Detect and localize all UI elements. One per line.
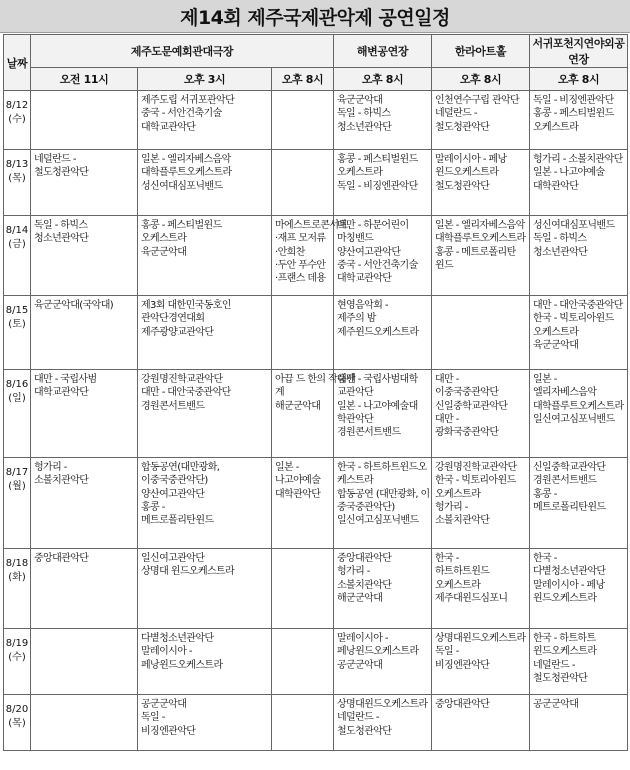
performance-line: 육군군악대 xyxy=(533,339,579,351)
date-cell xyxy=(4,370,31,458)
date-cell xyxy=(4,91,31,150)
date-cell xyxy=(4,296,31,370)
performance-cell xyxy=(334,695,432,751)
time-header: 오후 8시 xyxy=(432,68,530,91)
performance-cell xyxy=(272,629,334,695)
performance-line: 독일 - xyxy=(141,712,165,724)
performance-line: 오케스트라 xyxy=(533,326,579,338)
schedule-row xyxy=(4,216,628,296)
header-row-venues xyxy=(4,35,628,68)
performance-line: 한국 - 하트하트윈드오 xyxy=(337,462,427,473)
performance-line: ·프랜스 데용 xyxy=(275,273,326,285)
performance-line: 일신여고관악단 xyxy=(141,553,205,564)
performance-line: 페낭윈드오케스트라 xyxy=(141,659,223,671)
performance-line: 청소년관악단 xyxy=(34,233,89,245)
performance-line: 독일 - xyxy=(435,646,459,658)
performance-line: 네덜란드 - xyxy=(34,154,76,165)
performance-line: 철도청관악단 xyxy=(533,672,588,684)
performance-cell xyxy=(530,150,628,216)
performance-cell xyxy=(432,91,530,150)
performance-line: 해군군악대 xyxy=(275,400,321,412)
schedule-row xyxy=(4,150,628,216)
performance-line: 중앙대관악단 xyxy=(34,553,89,564)
performance-line: 중국 - 서안건축기술 xyxy=(337,259,418,271)
performance-line: 네덜란드 - xyxy=(337,712,379,724)
performance-line: 엘리자베스음악 xyxy=(533,387,597,399)
date-label: 8/20 xyxy=(5,704,29,715)
performance-cell xyxy=(272,150,334,216)
performance-line: 중앙대관악단 xyxy=(435,699,490,710)
venue-header: 서귀포천지연야외공연장 xyxy=(530,35,628,68)
venue-header: 제주도문예회관대극장 xyxy=(31,35,334,68)
schedule-row xyxy=(4,370,628,458)
performance-line: 독일 - 하빅스 xyxy=(337,108,391,120)
performance-cell xyxy=(530,629,628,695)
performance-line: 해군군악대 xyxy=(337,592,383,604)
schedule-row xyxy=(4,296,628,370)
performance-line: 현영음악회 - xyxy=(337,300,388,311)
performance-line: 메트로폴리탄윈드 xyxy=(141,515,214,527)
performance-line: 제주윈드오케스트라 xyxy=(337,326,419,338)
performance-line: 대만 - 대안국중관악단 xyxy=(141,387,231,399)
weekday-label: (수) xyxy=(8,114,26,125)
performance-line: 네덜란드 - xyxy=(435,108,477,120)
performance-line: 경원콘서트밴드 xyxy=(337,427,401,439)
schedule-row xyxy=(4,549,628,629)
performance-cell xyxy=(138,549,272,629)
performance-line: 일신여고심포닉밴드 xyxy=(337,515,419,527)
weekday-label: (금) xyxy=(8,239,26,250)
performance-line: 철도청관악단 xyxy=(337,725,392,737)
performance-line: 경원콘서트밴드 xyxy=(141,400,205,412)
performance-line: 케스트라 xyxy=(337,475,374,487)
performance-line: 말레이시아 - 페낭 xyxy=(435,154,507,165)
date-cell xyxy=(4,216,31,296)
date-column-header: 날짜 xyxy=(4,35,31,91)
date-cell xyxy=(4,458,31,549)
performance-cell xyxy=(432,150,530,216)
performance-cell xyxy=(334,296,432,370)
performance-cell xyxy=(334,216,432,296)
performance-line: 헝가리 - xyxy=(34,462,67,473)
performance-line: 대학관악단 xyxy=(275,488,321,500)
performance-line: 양산여고관악단 xyxy=(337,246,401,258)
time-header: 오후 8시 xyxy=(272,68,334,91)
date-cell xyxy=(4,549,31,629)
schedule-row xyxy=(4,91,628,150)
performance-line: 중국 - 서안건축기술 xyxy=(141,108,222,120)
performance-cell xyxy=(272,458,334,549)
performance-line: 독일 - 하빅스 xyxy=(533,233,587,245)
performance-line: 대만 - xyxy=(435,413,459,425)
performance-line: 아끕 드 한의 작품세 xyxy=(275,374,356,385)
performance-line: 오케스트라 xyxy=(533,121,579,133)
performance-line: 이중국중관악단 xyxy=(435,387,499,399)
performance-cell xyxy=(272,296,334,370)
performance-cell xyxy=(432,458,530,549)
performance-line: 비징엔관악단 xyxy=(141,725,196,737)
date-label: 8/15 xyxy=(5,305,29,316)
performance-line: 교관악단 xyxy=(337,387,374,399)
performance-cell xyxy=(138,91,272,150)
performance-line: 마에스트로콘서트 xyxy=(275,220,348,231)
performance-cell xyxy=(272,695,334,751)
performance-line: 대만 - 국립사범대학 xyxy=(337,374,418,385)
schedule-row xyxy=(4,695,628,751)
time-header: 오후 8시 xyxy=(334,68,432,91)
performance-line: 경원콘서트밴드 xyxy=(533,475,597,487)
performance-line: 제주광양교관악단 xyxy=(141,326,214,338)
schedule-row xyxy=(4,458,628,549)
performance-line: 합동공연(대만광화, xyxy=(141,462,220,473)
title-bar xyxy=(0,0,630,33)
performance-cell xyxy=(530,695,628,751)
performance-line: 일본 - xyxy=(533,374,557,385)
performance-line: 한국 - xyxy=(533,553,557,564)
performance-line: 페낭윈드오케스트라 xyxy=(337,646,419,658)
performance-line: 나고야예술 xyxy=(275,475,321,487)
performance-cell xyxy=(272,91,334,150)
performance-line: 홍콩 - 페스티벌윈드 xyxy=(141,220,222,231)
performance-line: 한국 - 빅토리아윈드 xyxy=(435,475,516,487)
performance-line: ·안희찬 xyxy=(275,246,305,258)
performance-cell xyxy=(272,216,348,296)
performance-line: 신일중학교관악단 xyxy=(435,400,508,412)
performance-line: 윈드오케스트라 xyxy=(435,167,499,179)
performance-line: 홍콩 - xyxy=(533,488,557,500)
date-label: 8/14 xyxy=(5,225,29,236)
performance-line: 상명대윈드오케스트라 xyxy=(337,699,428,710)
performance-cell xyxy=(530,458,628,549)
date-label: 8/17 xyxy=(5,467,29,478)
performance-cell xyxy=(31,458,138,549)
performance-line: 일본 - 엘리자베스음악 xyxy=(435,220,525,231)
performance-line: 메트로폴리탄윈드 xyxy=(533,501,606,513)
performance-line: 대학관악단 xyxy=(533,180,579,192)
performance-line: 대만 - xyxy=(435,374,459,385)
weekday-label: (목) xyxy=(8,718,26,729)
performance-line: 네덜란드 - xyxy=(533,659,575,671)
performance-line: 헝가리 - xyxy=(435,501,468,513)
performance-line: 하트하트윈드 xyxy=(435,566,490,578)
performance-line: 청소년관악단 xyxy=(337,121,392,133)
performance-cell xyxy=(31,629,138,695)
performance-line: 합동공연 (대만광화, 이 xyxy=(337,488,430,500)
performance-line: 마칭밴드 xyxy=(337,233,374,245)
performance-line: 말레이시아 - xyxy=(141,646,192,658)
performance-line: 상명대 윈드오케스트라 xyxy=(141,566,235,578)
performance-cell xyxy=(530,549,628,629)
time-header: 오후 3시 xyxy=(138,68,272,91)
performance-line: 상명대윈드오케스트라 xyxy=(435,633,526,644)
performance-line: 헝가리 - xyxy=(337,566,370,578)
performance-line: 일신여고심포닉밴드 xyxy=(533,413,615,425)
venue-header: 해변공연장 xyxy=(334,35,432,68)
performance-cell xyxy=(334,91,432,150)
performance-line: 오케스트라 xyxy=(141,233,187,245)
date-label: 8/19 xyxy=(5,638,29,649)
performance-line: 일본 - xyxy=(275,462,299,473)
performance-cell xyxy=(432,629,530,695)
performance-line: 중앙대관악단 xyxy=(337,553,392,564)
performance-line: 공군군악대 xyxy=(533,699,579,710)
performance-line: 홍콩 - 페스티벌윈드 xyxy=(533,108,614,120)
performance-line: 신일중학교관악단 xyxy=(533,462,606,473)
performance-line: 대만 - 국립사범 xyxy=(34,374,97,385)
performance-cell xyxy=(530,296,628,370)
performance-cell xyxy=(432,216,530,296)
time-header: 오전 11시 xyxy=(31,68,138,91)
performance-line: 철도청관악단 xyxy=(435,180,490,192)
schedule-body xyxy=(4,91,628,751)
performance-line: 관악단경연대회 xyxy=(141,313,205,325)
performance-line: 양산여고관악단 xyxy=(141,488,205,500)
performance-cell xyxy=(31,150,138,216)
performance-line: 대학교관악단 xyxy=(141,121,196,133)
performance-cell xyxy=(334,150,432,216)
performance-line: 오케스트라 xyxy=(435,579,481,591)
performance-cell xyxy=(334,549,432,629)
performance-cell xyxy=(31,91,138,150)
performance-cell xyxy=(138,370,272,458)
performance-cell xyxy=(432,370,530,458)
performance-cell xyxy=(138,150,272,216)
performance-line: 한국 - xyxy=(435,553,459,564)
performance-line: 공군군악대 xyxy=(141,699,187,710)
performance-cell xyxy=(272,549,334,629)
performance-cell xyxy=(530,216,628,296)
performance-line: 대만 - 대안국중관악단 xyxy=(533,300,623,311)
performance-cell xyxy=(31,549,138,629)
performance-line: 일본 - 엘리자베스음악 xyxy=(141,154,231,165)
performance-cell xyxy=(31,296,138,370)
performance-cell xyxy=(334,370,432,458)
date-cell xyxy=(4,150,31,216)
performance-line: 강원명진학교관악단 xyxy=(435,462,517,473)
performance-line: 소볼치관악단 xyxy=(34,475,89,487)
performance-line: 말레이시아 - 페낭 xyxy=(533,579,605,591)
performance-line: 철도청관악단 xyxy=(34,167,89,179)
performance-line: 윈드오케스트라 xyxy=(533,592,597,604)
performance-line: 독일 - 비징엔관악단 xyxy=(533,95,614,106)
performance-line: 중국중관악단) xyxy=(337,501,395,513)
schedule-row xyxy=(4,629,628,695)
performance-cell xyxy=(530,91,628,150)
performance-cell xyxy=(138,296,272,370)
date-label: 8/16 xyxy=(5,379,29,390)
performance-line: 말레이시아 - xyxy=(337,633,388,644)
performance-line: 대학플루트오케스트라 xyxy=(141,167,232,179)
performance-line: 홍콩 - 메트로폴리탄 xyxy=(435,246,516,258)
performance-line: 소볼치관악단 xyxy=(435,515,490,527)
date-cell xyxy=(4,629,31,695)
performance-line: 독일 - 하빅스 xyxy=(34,220,88,231)
performance-line: 강원명진학교관악단 xyxy=(141,374,223,385)
performance-line: 대만 - 하문어린이 xyxy=(337,220,409,231)
date-cell xyxy=(4,695,31,751)
performance-line: 대학플루트오케스트라 xyxy=(533,400,624,412)
performance-line: 제주도립 서귀포관악단 xyxy=(141,95,235,106)
date-label: 8/18 xyxy=(5,558,29,569)
header-row-times xyxy=(4,68,628,91)
performance-line: 제3회 대한민국동호인 xyxy=(141,300,231,311)
performance-line: 제주의 밤 xyxy=(337,313,376,325)
date-label: 8/13 xyxy=(5,159,29,170)
weekday-label: (화) xyxy=(8,572,26,583)
performance-line: 육군군악대 xyxy=(141,246,187,258)
performance-line: 성신여대심포닉밴드 xyxy=(533,220,615,231)
performance-line: 윈드오케스트라 xyxy=(533,646,597,658)
performance-line: 철도청관악단 xyxy=(435,121,490,133)
performance-line: 한국 - 하트하트 xyxy=(533,633,596,644)
performance-line: 일본 - 나고야예술대 xyxy=(337,400,418,412)
performance-line: 비징엔관악단 xyxy=(435,659,490,671)
performance-cell xyxy=(530,370,628,458)
performance-line: 홍콩 - xyxy=(141,501,165,513)
performance-line: 다볕청소년관악단 xyxy=(533,566,606,578)
weekday-label: (일) xyxy=(8,393,26,404)
weekday-label: (수) xyxy=(8,652,26,663)
performance-cell xyxy=(334,629,432,695)
performance-cell xyxy=(334,458,432,549)
performance-line: 대학교관악단 xyxy=(337,273,392,285)
performance-line: 오케스트라 xyxy=(435,488,481,500)
weekday-label: (토) xyxy=(8,319,26,330)
performance-line: 헝가리 - 소볼치관악단 xyxy=(533,154,623,165)
performance-cell xyxy=(138,216,272,296)
schedule-table xyxy=(3,34,628,751)
performance-line: 육군군악대 xyxy=(337,95,383,106)
performance-line: 청소년관악단 xyxy=(533,246,588,258)
performance-line: 이중국중관악단) xyxy=(141,475,208,487)
performance-line: 인천연수구립 관악단 xyxy=(435,95,520,106)
performance-line: ·재프 모저류 xyxy=(275,233,326,245)
performance-cell xyxy=(432,549,530,629)
performance-line: 한국 - 빅토리아윈드 xyxy=(533,313,614,325)
performance-line: 계 xyxy=(275,387,285,399)
performance-line: 대학교관악단 xyxy=(34,387,89,399)
performance-line: 학관악단 xyxy=(337,413,374,425)
performance-line: 오케스트라 xyxy=(337,167,383,179)
performance-line: 윈드 xyxy=(435,259,454,271)
performance-cell xyxy=(31,216,138,296)
weekday-label: (목) xyxy=(8,173,26,184)
performance-line: 일본 - 나고야예술 xyxy=(533,167,605,179)
performance-cell xyxy=(432,695,530,751)
performance-line: 홍콩 - 페스티벌윈드 xyxy=(337,154,418,165)
performance-cell xyxy=(138,458,272,549)
performance-cell xyxy=(31,370,138,458)
page-title: 제14회 제주국제관악제 공연일정 xyxy=(180,6,450,29)
performance-line: 육군군악대(국악대) xyxy=(34,300,114,311)
performance-line: 광화국중관악단 xyxy=(435,427,499,439)
performance-cell xyxy=(138,629,272,695)
performance-cell xyxy=(138,695,272,751)
performance-line: 다볕청소년관악단 xyxy=(141,633,214,644)
performance-line: 성신여대심포닉밴드 xyxy=(141,180,223,192)
weekday-label: (월) xyxy=(8,481,26,492)
performance-cell xyxy=(432,296,530,370)
performance-line: 제주대윈드심포니 xyxy=(435,592,508,604)
date-label: 8/12 xyxy=(5,100,29,111)
venue-header: 한라아트홀 xyxy=(432,35,530,68)
performance-cell xyxy=(31,695,138,751)
performance-line: 공군군악대 xyxy=(337,659,383,671)
performance-line: ·두안 푸수안 xyxy=(275,259,326,271)
performance-line: 독일 - 비징엔관악단 xyxy=(337,180,418,192)
time-header: 오후 8시 xyxy=(530,68,628,91)
performance-line: 대학플루트오케스트라 xyxy=(435,233,526,245)
performance-line: 소볼치관악단 xyxy=(337,579,392,591)
